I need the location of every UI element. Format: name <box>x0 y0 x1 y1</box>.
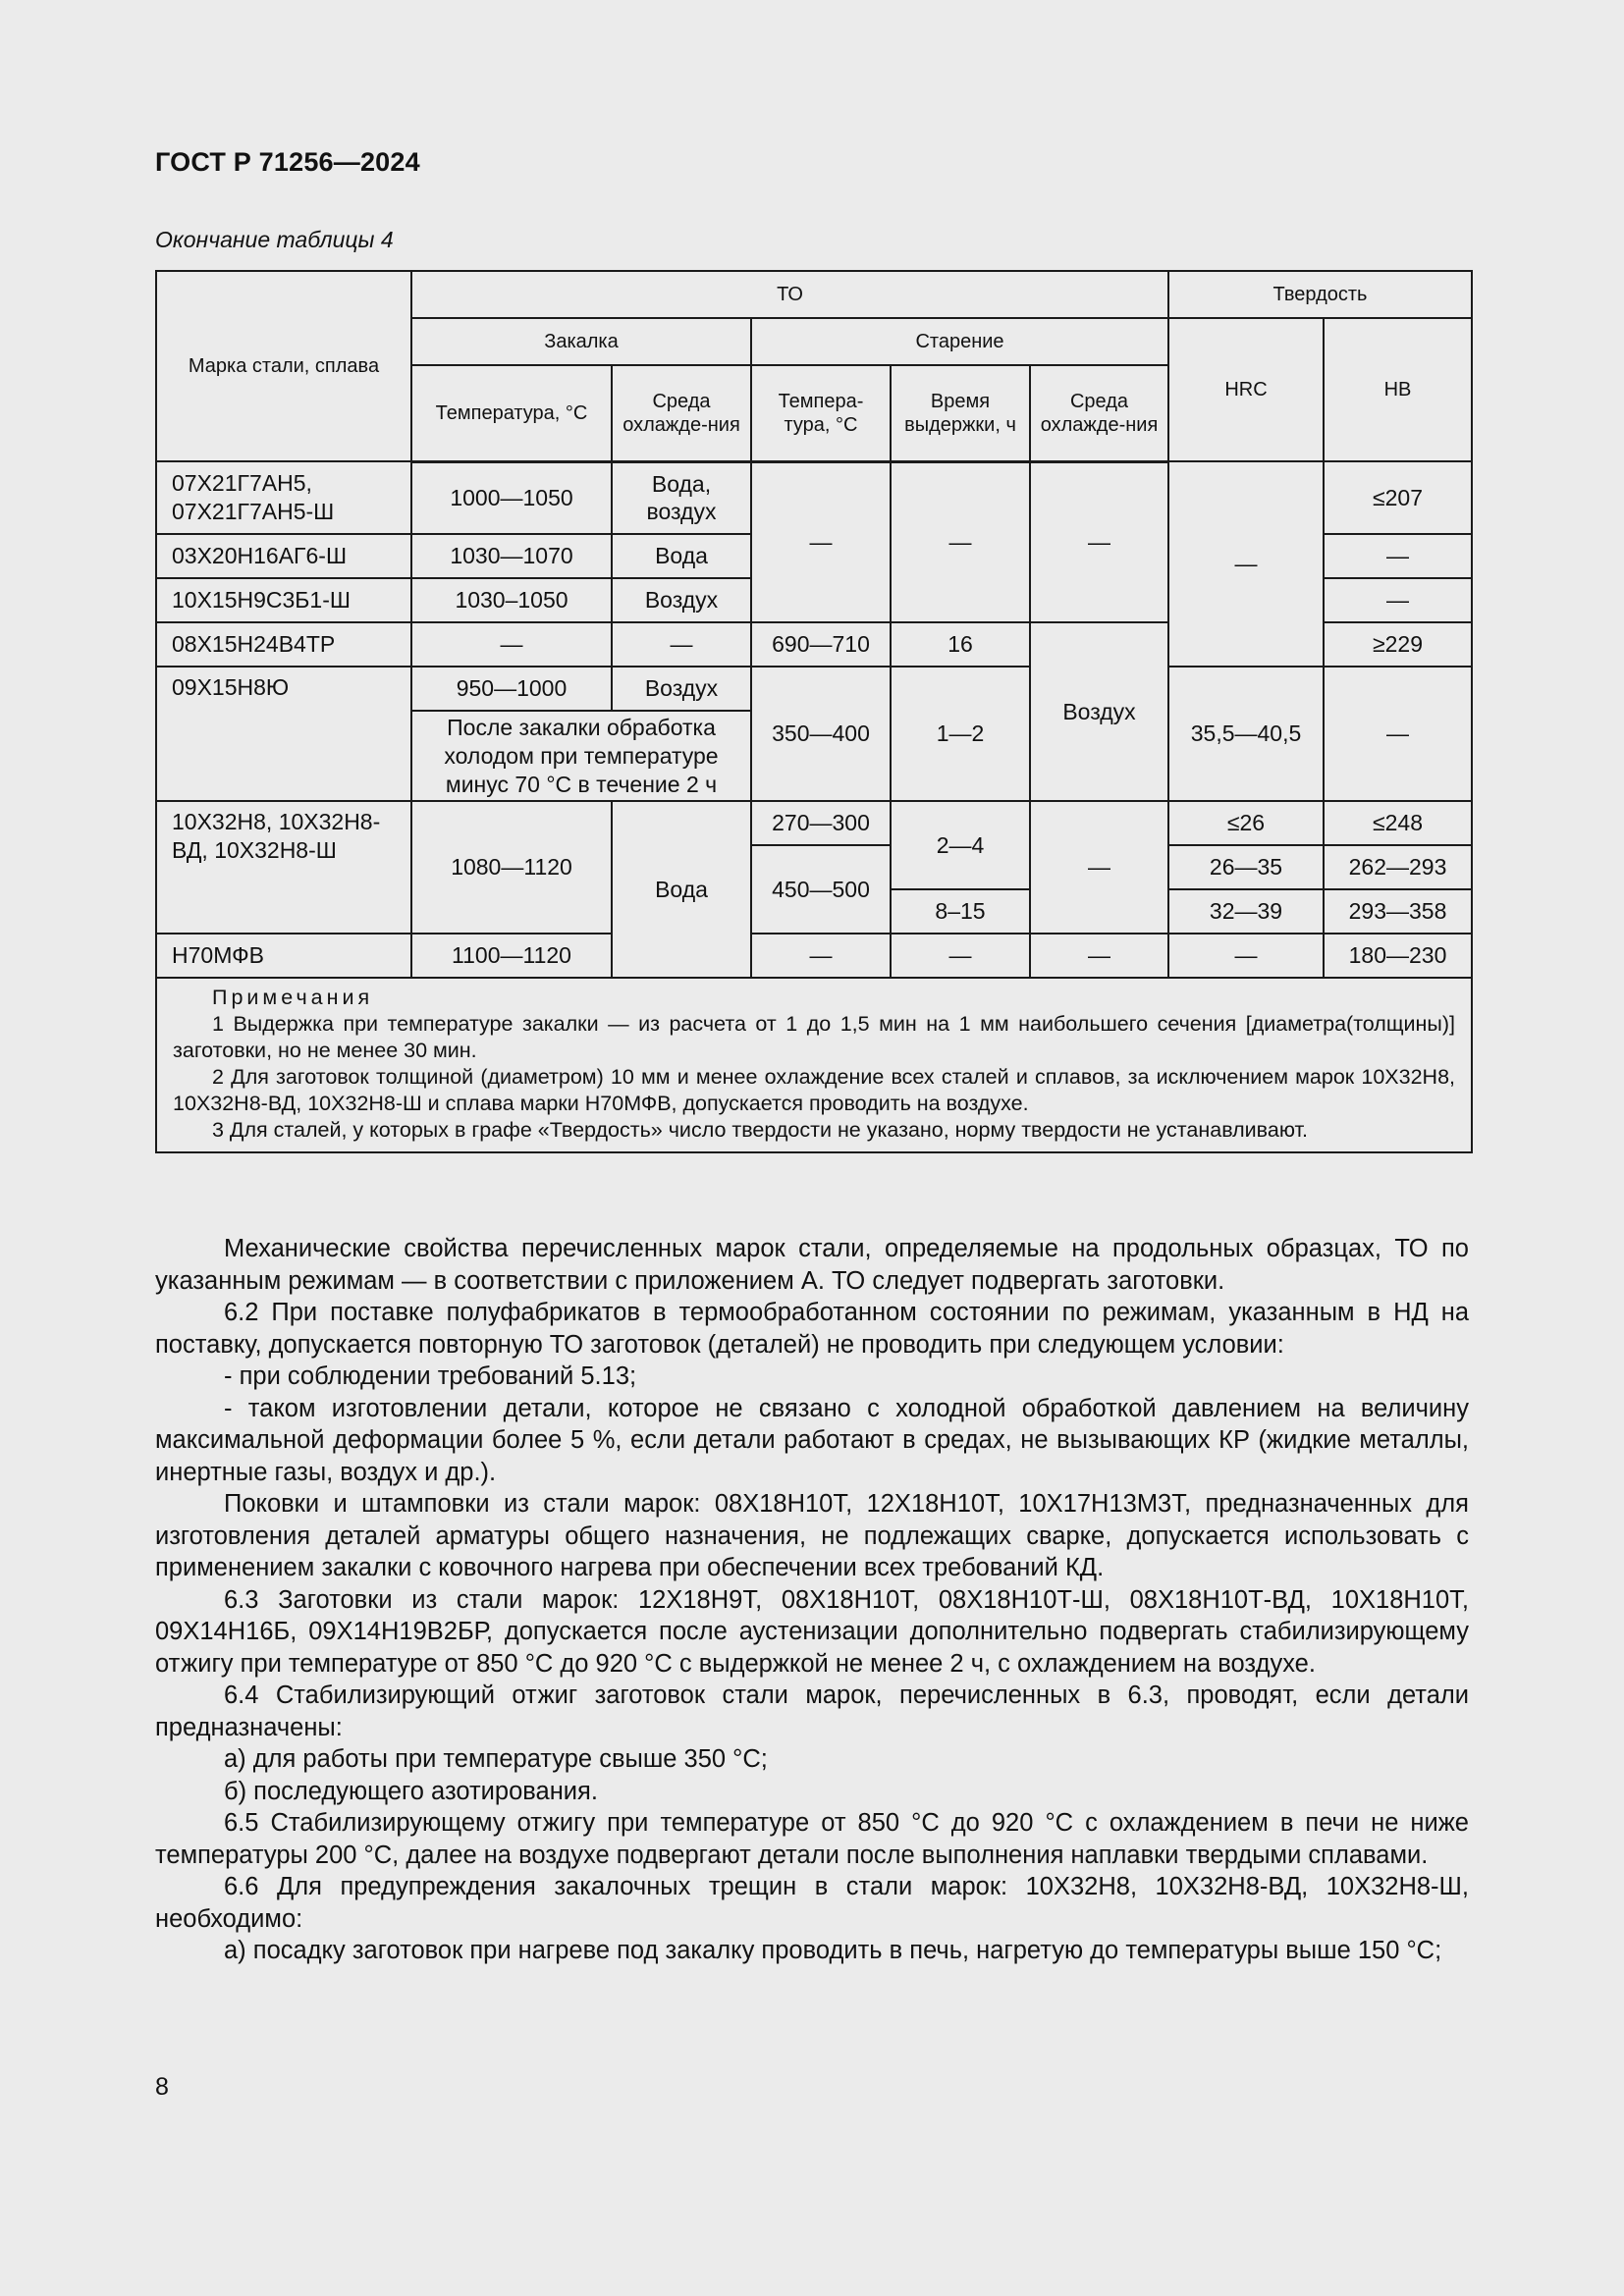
header-aging: Старение <box>751 318 1168 365</box>
document-header: ГОСТ Р 71256—2024 <box>155 147 420 177</box>
header-hrc: HRC <box>1168 318 1324 461</box>
cell-grade: 03Х20Н16АГ6-Ш <box>156 534 411 578</box>
cell-aging-temp: 270—300 <box>751 801 891 845</box>
body-text <box>155 1233 1469 1967</box>
header-grade: Марка стали, сплава <box>156 271 411 461</box>
cell-quench-medium: Вода <box>612 534 751 578</box>
table-row <box>156 801 1472 845</box>
cell-quench-medium: Вода, воздух <box>612 461 751 534</box>
cell-quench-temp: 1100—1120 <box>411 934 612 978</box>
table-row <box>156 934 1472 978</box>
note-1: 1 Выдержка при температуре закалки — из расчета от 1 до 1,5 мин на 1 мм наибольшего сечения [диаметра(толщины)] заготовки, но не менее 30 мин. <box>173 1012 1455 1062</box>
cell-hb: 180—230 <box>1324 934 1472 978</box>
cell-hrc: 26—35 <box>1168 845 1324 889</box>
header-quench-medium: Среда охлажде-ния <box>612 365 751 461</box>
table-caption: Окончание таблицы 4 <box>155 227 394 252</box>
list-item: - таком изготовлении детали, которое не связано с холодной обработкой давлением на величину максимальной деформации более 5 %, если детали работают в средах, не вызывающих КР (жидкие металлы, инертные газы, воздух и др.). <box>155 1394 1469 1486</box>
paragraph: 6.4 Стабилизирующий отжиг заготовок стали марок, перечисленных в 6.3, проводят, если детали предназначены: <box>155 1682 1469 1741</box>
cell-grade: 07Х21Г7АН5, 07Х21Г7АН5-Ш <box>156 461 411 534</box>
cell-quench-medium: Воздух <box>612 667 751 711</box>
cell-aging-time: 2—4 <box>891 801 1030 889</box>
list-item: а) посадку заготовок при нагреве под закалку проводить в печь, нагретую до температуры выше 150 °С; <box>224 1937 1442 1964</box>
header-quench-temp: Температура, °С <box>411 365 612 461</box>
cell-aging-temp: — <box>751 461 891 622</box>
cell-quench-temp: 1080—1120 <box>411 801 612 934</box>
table-notes <box>156 978 1472 1151</box>
cell-hb: ≤248 <box>1324 801 1472 845</box>
header-hardness: Твердость <box>1168 271 1472 318</box>
paragraph: 6.6 Для предупреждения закалочных трещин в стали марок: 10Х32Н8, 10Х32Н8-ВД, 10Х32Н8-Ш, необходимо: <box>155 1873 1469 1933</box>
page-number: 8 <box>155 2073 169 2101</box>
cell-quench-temp: 950—1000 <box>411 667 612 711</box>
cell-grade: 10Х32Н8, 10Х32Н8-ВД, 10Х32Н8-Ш <box>156 801 411 934</box>
header-aging-medium: Среда охлажде-ния <box>1030 365 1168 461</box>
table-row <box>156 667 1472 711</box>
header-to: ТО <box>411 271 1168 318</box>
cell-aging-time: 1—2 <box>891 667 1030 801</box>
cell-aging-temp: 450—500 <box>751 845 891 934</box>
cell-quench-temp: 1030–1050 <box>411 578 612 622</box>
cell-grade: 09Х15Н8Ю <box>156 667 411 801</box>
cell-aging-time: 16 <box>891 622 1030 667</box>
cell-aging-medium: — <box>1030 934 1168 978</box>
cell-hb: — <box>1324 578 1472 622</box>
cell-quench-medium: Воздух <box>612 578 751 622</box>
cell-hrc: ≤26 <box>1168 801 1324 845</box>
cell-grade: 08Х15Н24В4ТР <box>156 622 411 667</box>
list-item: - при соблюдении требований 5.13; <box>224 1362 637 1390</box>
table-4 <box>155 270 1473 1153</box>
cell-hb: 293—358 <box>1324 889 1472 934</box>
paragraph: 6.2 При поставке полуфабрикатов в термообработанном состоянии по режимам, указанным в НД на поставку, допускается повторную ТО заготовок (деталей) не проводить при следующем условии: <box>155 1299 1469 1359</box>
cell-aging-temp: 690—710 <box>751 622 891 667</box>
note-3: 3 Для сталей, у которых в графе «Твердость» число твердости не указано, норму твердости не устанавливают. <box>212 1117 1308 1142</box>
cell-aging-temp: — <box>751 934 891 978</box>
cell-quench-temp: — <box>411 622 612 667</box>
cell-hrc: 32—39 <box>1168 889 1324 934</box>
header-quench: Закалка <box>411 318 751 365</box>
cell-hb: ≥229 <box>1324 622 1472 667</box>
cell-hrc: — <box>1168 934 1324 978</box>
list-item: а) для работы при температуре свыше 350 °С; <box>224 1745 768 1773</box>
cell-hb: ≤207 <box>1324 461 1472 534</box>
cell-quench-medium: — <box>612 622 751 667</box>
cell-aging-time: 8–15 <box>891 889 1030 934</box>
table-notes-row <box>156 978 1472 1151</box>
note-2: 2 Для заготовок толщиной (диаметром) 10 мм и менее охлаждение всех сталей и сплавов, за исключением марок 10Х32Н8, 10Х32Н8-ВД, 10Х32Н8-Ш и сплава марки Н70МФВ, допускается проводить на воздухе. <box>173 1064 1455 1115</box>
cell-aging-temp: 350—400 <box>751 667 891 801</box>
cell-hb: — <box>1324 667 1472 801</box>
cell-grade: Н70МФВ <box>156 934 411 978</box>
header-hb: HB <box>1324 318 1472 461</box>
header-aging-time: Время выдержки, ч <box>891 365 1030 461</box>
cell-hb: 262—293 <box>1324 845 1472 889</box>
cell-grade: 10Х15Н9С3Б1-Ш <box>156 578 411 622</box>
paragraph: Механические свойства перечисленных марок стали, определяемые на продольных образцах, ТО по указанным режимам — в соответствии с приложением А. ТО следует подвергать заготовки. <box>155 1235 1469 1295</box>
paragraph: 6.3 Заготовки из стали марок: 12Х18Н9Т, 08Х18Н10Т, 08Х18Н10Т-Ш, 08Х18Н10Т-ВД, 10Х18Н10Т, 09Х14Н16Б, 09Х14Н19В2БР, допускается после аустенизации дополнительно подвергать стабилизирующему отжигу при температуре от 850 °С до 920 °С с выдержкой не менее 2 ч, с охлаждением на воздухе. <box>155 1585 1469 1678</box>
list-item: б) последующего азотирования. <box>224 1777 598 1805</box>
paragraph: 6.5 Стабилизирующему отжигу при температуре от 850 °С до 920 °С с охлаждением в печи не ниже температуры 200 °С, далее на воздухе подвергают детали после выполнения наплавки твердыми сплавами. <box>155 1809 1469 1869</box>
cell-quench-temp: 1030—1070 <box>411 534 612 578</box>
cell-cold-treatment-note: После закалки обработка холодом при температуре минус 70 °С в течение 2 ч <box>411 711 751 801</box>
cell-aging-time: — <box>891 461 1030 622</box>
cell-aging-medium: — <box>1030 461 1168 622</box>
header-aging-temp: Темпера-тура, °С <box>751 365 891 461</box>
notes-title: Примечания <box>212 986 374 1010</box>
paragraph: Поковки и штамповки из стали марок: 08Х18Н10Т, 12Х18Н10Т, 10Х17Н13М3Т, предназначенных для изготовления деталей арматуры общего назначения, не подлежащих сварке, допускается использовать с применением закалки с ковочного нагрева при обеспечении всех требований КД. <box>155 1490 1469 1581</box>
cell-quench-medium: Вода <box>612 801 751 978</box>
cell-hrc: — <box>1168 461 1324 667</box>
cell-hb: — <box>1324 534 1472 578</box>
cell-hrc: 35,5—40,5 <box>1168 667 1324 801</box>
cell-aging-medium: Воздух <box>1030 622 1168 801</box>
cell-aging-time: — <box>891 934 1030 978</box>
table-row <box>156 461 1472 534</box>
cell-aging-medium: — <box>1030 801 1168 934</box>
cell-quench-temp: 1000—1050 <box>411 461 612 534</box>
